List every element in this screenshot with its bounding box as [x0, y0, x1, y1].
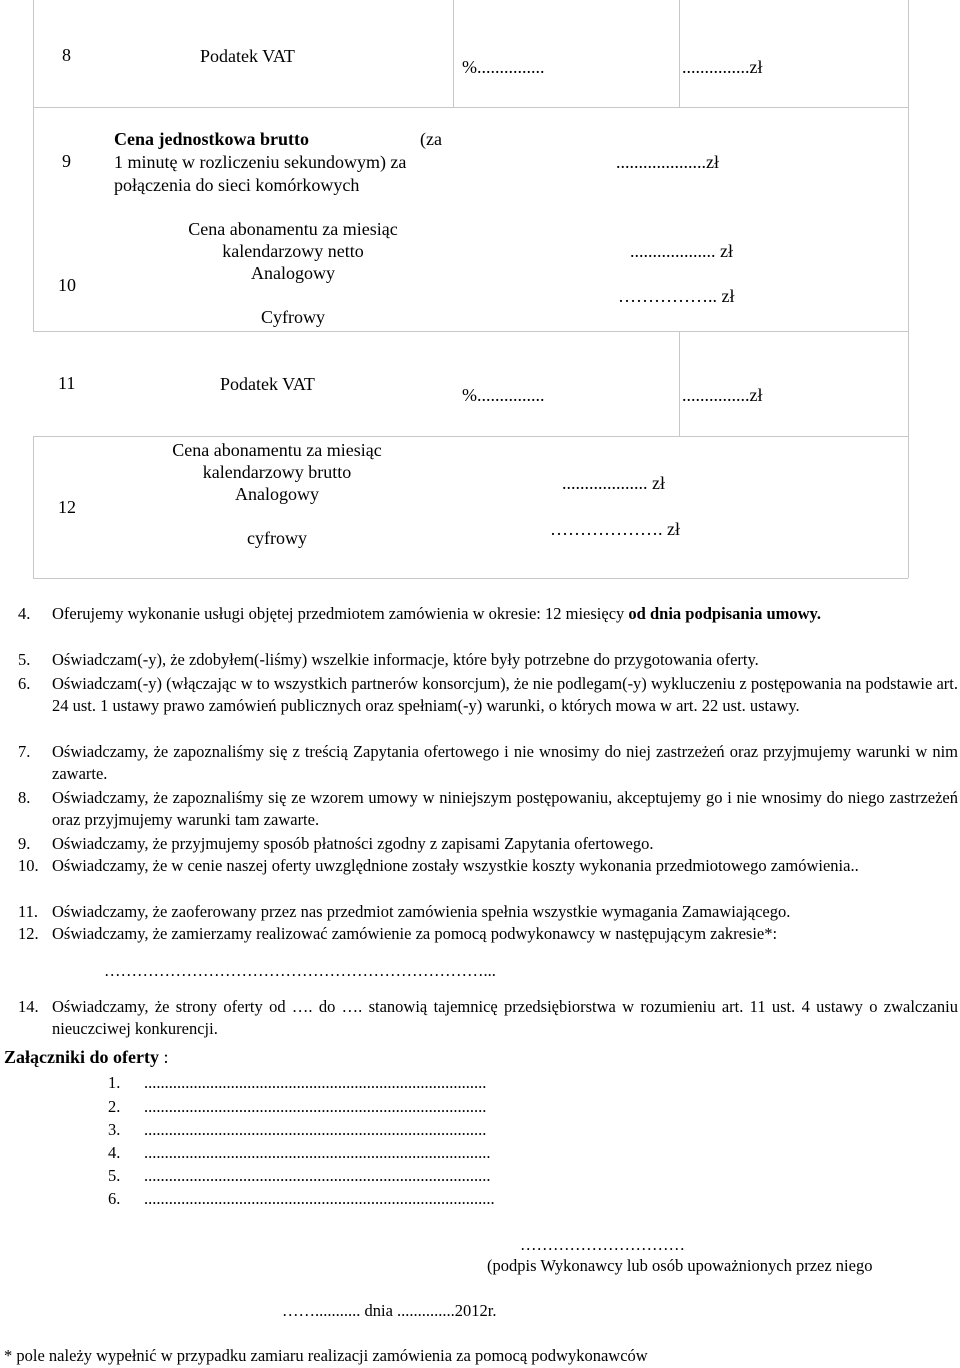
item-number: 11.: [18, 902, 39, 921]
table-border: [908, 331, 909, 437]
declaration-item: [18, 741, 958, 785]
vat-amount-field[interactable]: ...............zł: [682, 57, 763, 77]
declaration-item: [18, 787, 958, 831]
item-text-bold: od dnia podpisania umowy.: [628, 604, 822, 623]
row-title-line: Cena abonamentu za miesiąc: [172, 440, 382, 460]
item-number: 8.: [18, 788, 31, 807]
price-field[interactable]: ................... zł: [630, 241, 733, 261]
table-border: [33, 436, 908, 437]
attachment-field[interactable]: ...................................................................................: [144, 1073, 487, 1092]
attachment-field[interactable]: ....................................................................................: [144, 1166, 491, 1185]
row-title: [140, 218, 446, 328]
attachment-item[interactable]: [108, 1165, 491, 1187]
row-number: 8: [62, 45, 71, 65]
declaration-item: [18, 649, 958, 671]
item-text: Oświadczam(-y) (włączając w to wszystkich partnerów konsorcjum), że nie podlegam(-y) wykluczeniu z postępowania na podstawie art. 24 ust. 1 ustawy prawo zamówień publicznych oraz spełniam(-y) warunki, o których mowa w art. 22 ust. ustawy.: [52, 674, 958, 715]
declaration-item: [18, 996, 958, 1040]
table-border: [33, 578, 908, 579]
item-text: Oświadczamy, że zapoznaliśmy się z treścią Zapytania ofertowego i nie wnosimy do niej zastrzeżeń oraz przyjmujemy warunki w nim zawarte.: [52, 742, 958, 783]
item-text: Oświadczamy, że przyjmujemy sposób płatności zgodny z zapisami Zapytania ofertowego.: [52, 834, 654, 853]
table-border: [33, 436, 34, 578]
item-text: Oświadczam(-y), że zdobyłem(-liśmy) wszelkie informacje, które były potrzebne do przygotowania oferty.: [52, 650, 759, 669]
attachment-number: 5.: [108, 1166, 121, 1185]
item-text: Oświadczamy, że zapoznaliśmy się ze wzorem umowy w niniejszym postępowaniu, akceptujemy go i nie wnosimy do niego zastrzeżeń oraz przyjmujemy warunki tam zawarte.: [52, 788, 958, 829]
row-number: 9: [62, 151, 71, 171]
table-border: [908, 0, 909, 107]
declaration-item: [18, 603, 958, 625]
row-title-line: cyfrowy: [247, 528, 307, 548]
item-text: Oświadczamy, że zaoferowany przez nas przedmiot zamówienia spełnia wszystkie wymagania Zamawiającego.: [52, 902, 791, 921]
item-number: 6.: [18, 674, 31, 693]
table-border: [679, 331, 680, 437]
item-number: 4.: [18, 604, 31, 623]
vat-amount-field[interactable]: ...............zł: [682, 385, 763, 405]
row-title-line: połączenia do sieci komórkowych: [114, 175, 360, 195]
table-border: [33, 331, 908, 332]
attachment-field[interactable]: ...................................................................................: [144, 1097, 487, 1116]
row-title: [124, 439, 430, 549]
price-field[interactable]: ................... zł: [562, 473, 665, 493]
item-text: Oświadczamy, że strony oferty od …. do …. stanowią tajemnicę przedsiębiorstwa w rozumieniu art. 11 ust. 4 ustawy o zwalczaniu nieuczciwej konkurencji.: [52, 997, 958, 1038]
declaration-item: [18, 673, 958, 717]
row-number: 11: [58, 373, 76, 393]
attachment-number: 4.: [108, 1143, 121, 1162]
table-border: [908, 107, 909, 331]
vat-percent-field[interactable]: %...............: [462, 385, 545, 405]
footnote: * pole należy wypełnić w przypadku zamiaru realizacji zamówienia za pomocą podwykonawców: [4, 1346, 648, 1365]
price-field[interactable]: …………….. zł: [618, 286, 735, 306]
table-border: [679, 0, 680, 107]
row-title-line: Analogowy: [235, 484, 319, 504]
declaration-item: [18, 855, 958, 877]
table-border: [33, 107, 34, 331]
attachments-heading-colon: :: [159, 1047, 169, 1067]
row-title-line: Cena abonamentu za miesiąc: [188, 219, 398, 239]
row-title-aside: (za: [420, 129, 442, 149]
attachment-field[interactable]: ....................................................................................: [144, 1143, 491, 1162]
item-number: 12.: [18, 924, 39, 943]
declaration-item: [18, 901, 958, 923]
item-number: 7.: [18, 742, 31, 761]
row-number: 10: [58, 275, 76, 295]
attachment-number: 6.: [108, 1189, 121, 1208]
item-text: Oferujemy wykonanie usługi objętej przedmiotem zamówienia w okresie: 12 miesięcy: [52, 604, 625, 623]
signature-field[interactable]: …………………………: [520, 1235, 685, 1254]
attachment-item[interactable]: [108, 1188, 495, 1210]
vat-percent-field[interactable]: %...............: [462, 57, 545, 77]
declaration-item: [18, 923, 958, 945]
row-title-line: kalendarzowy brutto: [202, 462, 352, 482]
attachment-number: 2.: [108, 1097, 121, 1116]
row-title: Cena jednostkowa brutto: [114, 129, 310, 149]
table-border: [33, 0, 34, 107]
row-title-line: 1 minutę w rozliczeniu sekundowym) za: [114, 152, 407, 172]
item-number: 10.: [18, 856, 39, 875]
item-text: Oświadczamy, że w cenie naszej oferty uwzględnione zostały wszystkie koszty wykonania przedmiotowego zamówienia..: [52, 856, 859, 875]
attachment-item[interactable]: [108, 1072, 486, 1094]
attachments-heading: [4, 1047, 169, 1068]
attachment-number: 1.: [108, 1073, 121, 1092]
attachment-item[interactable]: [108, 1096, 486, 1118]
item-text: Oświadczamy, że zamierzamy realizować zamówienie za pomocą podwykonawcy w następującym zakresie*:: [52, 924, 778, 943]
row-title: Podatek VAT: [200, 46, 295, 66]
row-title-line: kalendarzowy netto: [222, 241, 364, 261]
row-title-line: Analogowy: [251, 263, 335, 283]
attachment-field[interactable]: .....................................................................................: [144, 1189, 495, 1208]
table-border: [908, 436, 909, 578]
price-field[interactable]: ………………. zł: [550, 519, 680, 539]
table-border: [453, 0, 454, 107]
declaration-item: [18, 833, 958, 855]
attachment-field[interactable]: ...................................................................................: [144, 1120, 487, 1139]
attachment-number: 3.: [108, 1120, 121, 1139]
subcontract-scope-field[interactable]: ……………………………………………………………...: [104, 961, 496, 980]
attachment-item[interactable]: [108, 1119, 486, 1141]
table-border: [33, 107, 908, 108]
signature-caption: (podpis Wykonawcy lub osób upoważnionych przez niego: [487, 1256, 873, 1275]
row-title-line: Cyfrowy: [261, 307, 325, 327]
attachments-heading-text: Załączniki do oferty: [4, 1047, 159, 1067]
item-number: 14.: [18, 997, 39, 1016]
price-field[interactable]: ....................zł: [616, 152, 719, 172]
row-number: 12: [58, 497, 76, 517]
row-title: Podatek VAT: [220, 374, 315, 394]
date-field[interactable]: ……........... dnia ..............2012r.: [282, 1301, 497, 1320]
attachment-item[interactable]: [108, 1142, 491, 1164]
item-number: 9.: [18, 834, 31, 853]
item-number: 5.: [18, 650, 31, 669]
